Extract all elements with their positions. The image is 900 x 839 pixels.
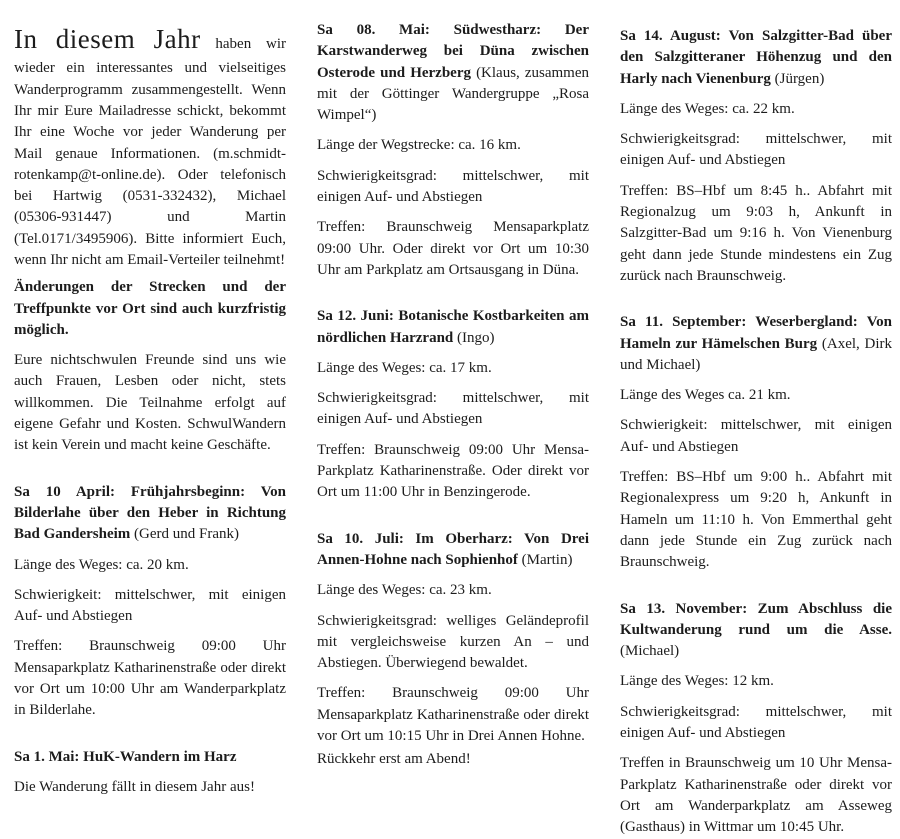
hike-note: Die Wanderung fällt in diesem Jahr aus! — [14, 778, 255, 795]
hike-title — [620, 599, 892, 663]
entry-sa-14-august — [620, 26, 892, 287]
entry-sa-13-november — [620, 599, 892, 839]
hike-guides: (Michael) — [620, 643, 680, 660]
hike-title-text: Sa 10 April: Frühjahrsbeginn: Von Bilderlahe über den Heber in Richtung Bad Gandersheim — [14, 483, 286, 543]
hike-guides: (Jürgen) — [774, 70, 825, 87]
hike-guides: (Axel, Dirk und Michael) — [620, 335, 893, 373]
hike-title — [620, 26, 892, 90]
intro-note: Eure nichtschwulen Freunde sind uns wie auch Frauen, Lesben oder nicht, stets willkommen. Die Teilnahme erfolgt auf eigene Gefahr und Kosten. SchwulWandern ist kein Verein und macht keine Geschäfte. — [14, 352, 286, 454]
hike-return-note: Rückkehr erst am Abend! — [317, 751, 471, 768]
entry-sa-10-april — [14, 482, 286, 722]
entry-sa-11-september — [620, 312, 892, 573]
hike-difficulty: Schwierigkeitsgrad: mittelschwer, mit einigen Auf- und Abstiegen — [620, 131, 892, 169]
entry-sa-12-juni — [317, 306, 589, 503]
hike-title — [620, 312, 892, 376]
hike-guides: (Klaus, zusammen mit der Göttinger Wandergruppe „Rosa Wimpel“) — [317, 64, 590, 124]
hike-title — [14, 747, 286, 768]
hike-title-text: Sa 13. November: Zum Abschluss die Kultwanderung rund um die Asse. — [620, 600, 892, 638]
column-3 — [620, 20, 893, 836]
intro-lead: In diesem Jahr — [14, 24, 201, 54]
hike-title-text: Sa 10. Juli: Im Oberharz: Von Drei Annen-Hohne nach Sophienhof — [317, 530, 589, 568]
entry-sa-08-mai — [317, 20, 589, 281]
hike-title-text: Sa 12. Juni: Botanische Kostbarkeiten am nördlichen Harzrand — [317, 308, 589, 346]
hike-length: Länge des Weges ca. 21 km. — [620, 387, 791, 404]
entry-sa-1-mai — [14, 747, 286, 799]
hike-title — [317, 306, 589, 349]
hike-difficulty: Schwierigkeitsgrad: welliges Geländeprofil mit vergleichsweise kurzen An – und Abstiegen. Überwiegend bewaldet. — [317, 612, 589, 672]
hike-meeting: Treffen: Braunschweig Mensaparkplatz 09:00 Uhr. Oder direkt vor Ort um 10:30 Uhr am Parkplatz am Ortsausgang in Düna. — [317, 219, 589, 278]
hike-title-text: Sa 08. Mai: Südwestharz: Der Karstwanderweg bei Düna zwischen Osterode und Herzberg — [317, 22, 589, 81]
intro-paragraph — [14, 20, 286, 271]
hike-length: Länge des Weges: 12 km. — [620, 673, 774, 690]
hike-meeting: Treffen: Braunschweig 09:00 Uhr Mensaparkplatz Katharinenstraße oder direkt vor Ort um 10:15 Uhr in Drei Annen Hohne. — [317, 685, 589, 745]
hike-meeting: Treffen in Braunschweig um 10 Uhr Mensa-Parkplatz Katharinenstraße oder direkt vor Ort am Wanderparkplatz am Asseweg (Gasthaus) in Wittmar um 10:45 Uhr. — [620, 755, 892, 836]
hike-difficulty: Schwierigkeit: mittelschwer, mit einigen Auf- und Abstiegen — [620, 417, 892, 455]
entry-sa-10-juli — [317, 529, 589, 771]
hike-guides: (Ingo) — [457, 329, 495, 346]
hike-title-text: Sa 11. September: Weserbergland: Von Hameln zur Hämelschen Burg — [620, 314, 892, 352]
hike-title — [14, 482, 286, 546]
hike-length: Länge des Weges: ca. 23 km. — [317, 582, 492, 599]
hike-difficulty: Schwierigkeit: mittelschwer, mit einigen Auf- und Abstiegen — [14, 586, 286, 625]
hike-difficulty: Schwierigkeitsgrad: mittelschwer, mit einigen Auf- und Abstiegen — [620, 703, 892, 742]
hike-length: Länge des Weges: ca. 22 km. — [620, 100, 795, 117]
hike-length: Länge des Weges: ca. 17 km. — [317, 359, 492, 376]
hike-meeting: Treffen: BS–Hbf um 9:00 h.. Abfahrt mit Regionalexpress um 9:20 h, Ankunft in Hameln um 11:10 h. Von Emmerthal geht dann jede Stunde ein Zug zurück nach Braunschweig. — [620, 469, 892, 571]
hike-difficulty: Schwierigkeitsgrad: mittelschwer, mit einigen Auf- und Abstiegen — [317, 167, 589, 206]
hike-title-text: Sa 14. August: Von Salzgitter-Bad über den Salzgitteraner Höhenzug und den Harly nach Vienenburg — [620, 28, 892, 87]
hike-meeting: Treffen: BS–Hbf um 8:45 h.. Abfahrt mit Regionalzug um 9:03 h, Ankunft in Salzgitter-Bad um 9:16 h. Von Vienenburg geht dann jede Stunde mindestens ein Zug zurück nach Braunschweig. — [620, 182, 892, 284]
intro-emphasis: Änderungen der Strecken und der Treffpunkte vor Ort sind auch kurzfristig möglich. — [14, 279, 286, 338]
hike-difficulty: Schwierigkeitsgrad: mittelschwer, mit einigen Auf- und Abstiegen — [317, 390, 589, 428]
hike-title — [317, 529, 589, 572]
hike-meeting: Treffen: Braunschweig 09:00 Uhr Mensaparkplatz Katharinenstraße oder direkt vor Ort um 10:00 Uhr am Wanderparkplatz in Bilderlahe. — [14, 638, 286, 719]
column-1 — [14, 20, 287, 795]
hike-guides: (Gerd und Frank) — [134, 526, 239, 543]
hike-guides: (Martin) — [521, 551, 573, 568]
hike-length: Länge der Wegstrecke: ca. 16 km. — [317, 137, 521, 154]
hike-meeting: Treffen: Braunschweig 09:00 Uhr Mensa-Parkplatz Katharinenstraße. Oder direkt vor Ort um 11:00 Uhr in Benzingerode. — [317, 441, 589, 501]
column-2 — [317, 20, 590, 768]
hike-length: Länge des Weges: ca. 20 km. — [14, 556, 189, 573]
intro-continuation: haben wir wieder ein interessantes und vielseitiges Wanderprogramm zusammengestellt. Wenn Ihr mir Eure Mailadresse schickt, bekommt Ihr eine Woche vor jeder Wanderung per Mail genaue Informationen. (m.schmidt-rotenkamp@t-online.de). Oder telefonisch bei Hartwig (0531-332432), Michael (05306-931447) und Martin (Tel.0171/3495906). Bitte informiert Euch, wenn Ihr nicht am Email-Verteiler teilnehmt! — [14, 36, 287, 268]
hike-title — [317, 20, 589, 126]
hike-title-text: Sa 1. Mai: HuK-Wandern im Harz — [14, 748, 237, 765]
